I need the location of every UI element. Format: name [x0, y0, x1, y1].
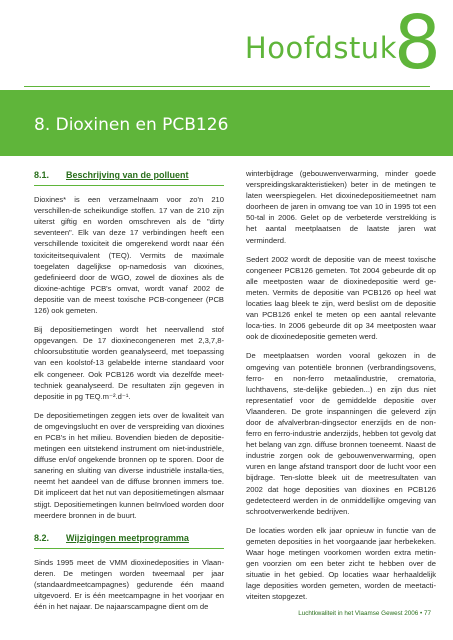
- chapter-number: 8: [393, 0, 441, 86]
- page-title: 8. Dioxinen en PCB126: [34, 115, 229, 135]
- paragraph: De meetplaatsen worden vooral gekozen in de omgeving van potentiële bronnen (verbrandingsovens, ferro- en non-ferro metaalindustrie, crematoria, luchthavens, ste-delijke gebieden...) en zijn dus niet representatief voor de gemiddelde depositie over Vlaanderen. De grote inspanningen die geleverd zijn door de afvalverbran-dingsector enerzijds en de non-ferro en ferro-industrie anderzijds, hebben tot gevolg dat het belang van zgn. diffuse bronnen toeneemt. Naast de industrie zorgen ook de gebouwenverwarming, open vuren en lange afstand transport door de lucht voor een bijdrage. Ten-slotte bleek uit de meetresultaten van 2002 dat hoge deposities van dioxines en PCB126 gedetecteerd werden in de onmiddellijke omgeving van schrootverwerkende bedrijven.: [246, 351, 436, 516]
- paragraph: Bij depositiemetingen wordt het neervallend stof opgevangen. De 17 dioxinecongeneren met 2,3,7,8-chloorsubstitutie worden geanalyseerd, met toepassing van een koolstof-13 gelabelde interne standaard voor elk congeneer. Ook PCB126 wordt via dezelfde meet-techniek geanalyseerd. De resultaten zijn gegeven in depositie in pg TEQ.m⁻².d⁻¹.: [34, 325, 224, 401]
- paragraph: Sedert 2002 wordt de depositie van de meest toxische congeneer PCB126 gemeten. Tot 2004 gebeurde dit op alle meetposten waar de dioxinedepositie werd ge-meten. Vermits de depositie van PCB126 op heel wat locaties laag bleek te zijn, werd beslist om de depositie van PCB126 enkel te meten op een aantal relevante loca-ties. In 2006 gebeurde dit op 34 meetposten waar ook de dioxinedepositie gemeten werd.: [246, 254, 436, 342]
- left-column: [34, 170, 224, 620]
- chapter-label: Hoofdstuk: [244, 31, 397, 65]
- section-number: 8.2.: [34, 532, 50, 543]
- section-number: 8.1.: [34, 170, 50, 180]
- paragraph: Sinds 1995 meet de VMM dioxinedeposities in Vlaan-deren. De metingen worden tweemaal per jaar (standaardmeetcampagnes) gedurende één maand uitgevoerd. Er is één meetcampagne in het voorjaar en één in het najaar. De najaarscampagne dient om de: [34, 557, 224, 612]
- paragraph: Dioxines* is een verzamelnaam voor zo'n 210 verschillen-de scheikundige stoffen. 17 van de 210 zijn uiterst giftig en worden omschreven als de "dirty seventeen". Elk van deze 17 verbindingen heeft een verschillende toxiciteit die omgerekend wordt naar één toxiciteitsequivalent (TEQ). Vermits de maximale toegelaten dagelijkse op-namedosis van dioxines, gedefinieerd door de WGO, zowel de dioxines als de dioxine-achtige PCB's omvat, wordt vanaf 2002 de depositie van de meest toxische PCB-congeneer (PCB 126) ook gemeten.: [34, 195, 224, 316]
- right-column: [246, 168, 436, 610]
- chapter-header: [0, 0, 453, 86]
- header-rule: [24, 86, 430, 87]
- paragraph: De depositiemetingen zeggen iets over de kwaliteit van de omgevingslucht en over de verspreiding van dioxines en PCB's in het milieu. Bovendien bieden de depositie-metingen een uitstekend instrument om niet-industriële, diffuse en/of ongekende bronnen op te sporen. Door de sanering en sluiting van diverse industriële installa-ties, neemt het aandeel van de diffuse bronnen immers toe. Dit impliceert dat het nut van depositiemetingen alsmaar stijgt. Depositiemetingen kunnen beïnvloed worden door meerdere bronnen in de buurt.: [34, 410, 224, 520]
- paragraph: De locaties worden elk jaar opnieuw in functie van de gemeten deposities in het voorgaande jaar herbekeken. Waar hoge metingen voorkomen worden extra metin-gen voorzien om een beter zicht te hebben over de situatie in het gebied. Op locaties waar herhaaldelijk lage deposities worden gemeten, worden de meetacti-viteiten stopgezet.: [246, 525, 436, 602]
- section-heading-8-2: [34, 533, 224, 549]
- paragraph: winterbijdrage (gebouwenverwarming, minder goede verspreidingskarakteristieken) beter in de metingen te laten weerspiegelen. Het dioxinedepositiemeetnet nam doorheen de jaren in omvang toe van 10 in 1995 tot een 50-tal in 2006. Gelet op de verbeterde verstrekking is het aantal meetplaatsen de laatste jaren wat verminderd.: [246, 169, 436, 245]
- page-footer: Luchtkwaliteit in het Vlaamse Gewest 2006 • 77: [298, 610, 431, 617]
- section-title: Wijzigingen meetprogramma: [66, 532, 189, 543]
- section-heading-8-1: [34, 170, 224, 186]
- section-title: Beschrijving van de polluent: [66, 170, 189, 180]
